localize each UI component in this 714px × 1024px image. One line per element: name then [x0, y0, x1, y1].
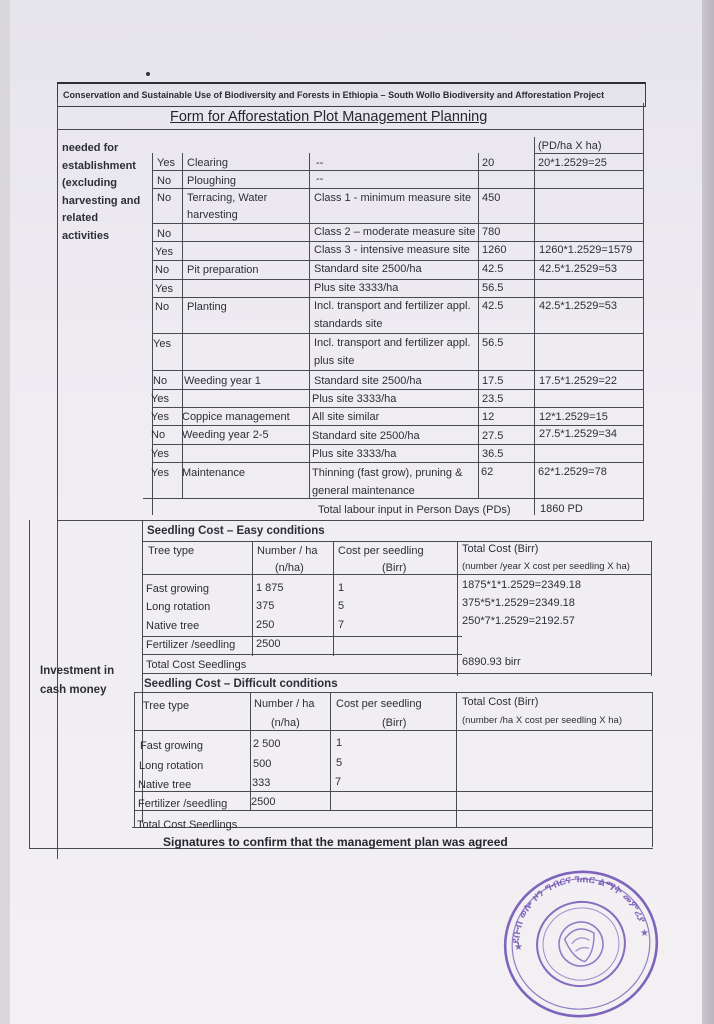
labour-yn: Yes	[155, 246, 173, 258]
total-col-header: (PD/ha X ha)	[538, 140, 602, 152]
labour-site: Plus site 3333/ha	[314, 282, 399, 294]
labour-activity: Pit preparation	[187, 264, 259, 276]
easy-tree-type: Native tree	[146, 620, 200, 632]
page-edge-shadow	[702, 0, 714, 1024]
labour-site-cont: standards site	[314, 318, 383, 330]
easy-col-number-unit: (n/ha)	[275, 562, 304, 574]
rule	[534, 153, 643, 154]
official-stamp	[496, 864, 666, 1024]
easy-total-value: 6890.93 birr	[462, 656, 521, 668]
labour-total: 17.5*1.2529=22	[539, 375, 617, 387]
difficult-total-label: Total Cost Seedlings	[137, 819, 238, 831]
rule	[29, 520, 30, 849]
easy-cost: 7	[338, 619, 345, 631]
rule	[333, 541, 334, 656]
title-rule	[57, 129, 644, 130]
easy-col-total-formula: (number /year X cost per seedling X ha)	[462, 561, 630, 572]
labour-total: 62*1.2529=78	[538, 466, 607, 478]
rule	[152, 407, 643, 408]
left-label-line: related	[62, 212, 99, 225]
rule	[152, 279, 643, 280]
labour-value: 20	[482, 157, 495, 169]
svg-text:ደቡብ ወሎ ዞን ግብርና ገጠር ልማት መምሪያ	[510, 873, 648, 945]
investment-left-label	[40, 662, 114, 700]
labour-site: Standard site 2500/ha	[314, 263, 422, 275]
rule	[456, 692, 457, 827]
labour-yn: Yes	[157, 157, 175, 169]
rule	[152, 333, 643, 334]
rule	[152, 260, 643, 261]
labour-col-right	[643, 137, 644, 521]
stamp-text: ደቡብ ወሎ ዞን ግብርና ገጠር ልማት መምሪያ	[509, 872, 648, 945]
labour-total: 42.5*1.2529=53	[539, 300, 617, 312]
labour-site: Class 2 – moderate measure site	[314, 226, 476, 238]
rule	[152, 223, 643, 224]
rule	[57, 520, 644, 521]
difficult-tree-type: Fertilizer /seedling	[138, 798, 228, 810]
rule	[651, 541, 652, 676]
labour-activity: Terracing, Water	[187, 192, 268, 204]
difficult-col-tree: Tree type	[143, 700, 190, 712]
rule	[152, 170, 643, 171]
labour-site: Plus site 3333/ha	[312, 393, 397, 405]
labour-activity: Coppice management	[182, 411, 290, 423]
difficult-number: 333	[252, 777, 271, 789]
rule	[152, 188, 643, 189]
left-label-line: cash money	[40, 684, 107, 696]
left-label-line: (excluding	[62, 177, 118, 190]
easy-tree-type: Fast growing	[146, 583, 209, 595]
labour-activity: Clearing	[187, 157, 228, 169]
easy-title: Seedling Cost – Easy conditions	[147, 525, 325, 537]
labour-site: --	[316, 173, 324, 185]
left-label-line: needed for	[62, 142, 119, 154]
labour-site: Incl. transport and fertilizer appl.	[314, 300, 471, 312]
labour-col-value	[478, 153, 479, 498]
rule	[152, 241, 643, 242]
difficult-cost: 7	[335, 776, 342, 788]
rule	[652, 692, 653, 847]
labour-yn: Yes	[153, 338, 171, 350]
labour-value: 62	[481, 466, 494, 478]
left-label-line: activities	[62, 229, 110, 242]
rule	[135, 692, 652, 693]
labour-value: 42.5	[482, 300, 504, 312]
rule	[142, 636, 462, 637]
easy-total: 250*7*1.2529=2192.57	[462, 615, 575, 627]
labour-col-site	[309, 153, 310, 498]
rule	[250, 692, 251, 810]
labour-value: 23.5	[482, 393, 504, 405]
rule	[134, 692, 135, 827]
easy-tree-type: Long rotation	[146, 601, 211, 613]
labour-value: 12	[482, 411, 495, 423]
difficult-col-total: Total Cost (Birr)	[462, 696, 539, 708]
easy-total: 375*5*1.2529=2349.18	[462, 597, 575, 609]
easy-number: 375	[256, 600, 275, 612]
labour-activity: Weeding year 1	[184, 375, 261, 387]
labour-yn: No	[157, 192, 172, 204]
rule	[142, 673, 651, 674]
difficult-col-number: Number / ha	[254, 698, 315, 710]
labour-total-value: 1860 PD	[540, 503, 583, 515]
labour-yn: Yes	[155, 283, 173, 295]
easy-col-tree: Tree type	[148, 545, 195, 557]
labour-site: All site similar	[312, 411, 380, 423]
easy-tree-type: Fertilizer /seedling	[146, 639, 236, 651]
easy-number: 250	[256, 619, 275, 631]
labour-site-cont: plus site	[314, 355, 355, 367]
rule	[152, 297, 643, 298]
labour-value: 42.5	[482, 263, 504, 275]
labour-yn: Yes	[151, 448, 169, 460]
labour-total: 12*1.2529=15	[539, 411, 608, 423]
easy-total-label: Total Cost Seedlings	[146, 659, 247, 671]
labour-yn: Yes	[151, 411, 169, 423]
rule	[143, 498, 643, 499]
labour-yn: No	[157, 228, 172, 240]
difficult-title: Seedling Cost – Difficult conditions	[144, 678, 338, 690]
project-header: Conservation and Sustainable Use of Biodiversity and Forests in Ethiopia – South Wollo Biodiversity and Afforestation Project	[63, 90, 605, 100]
rule	[135, 730, 652, 731]
labour-site-cont: general maintenance	[312, 485, 415, 497]
difficult-number: 500	[253, 758, 272, 770]
labour-activity: Planting	[187, 301, 227, 313]
rule	[142, 654, 462, 655]
rule	[152, 425, 643, 426]
labour-site: Standard site 2500/ha	[314, 375, 422, 387]
stamp-star-icon: ★	[640, 928, 649, 939]
rule	[135, 791, 652, 792]
labour-site: --	[316, 157, 324, 169]
difficult-col-total-formula: (number /ha X cost per seedling X ha)	[462, 715, 623, 726]
labour-site: Standard site 2500/ha	[312, 430, 420, 442]
labour-value: 1260	[482, 244, 507, 256]
easy-number: 2500	[256, 638, 281, 650]
rule	[152, 370, 643, 371]
easy-col-number: Number / ha	[257, 545, 318, 557]
labour-yn: Yes	[151, 393, 169, 405]
easy-col-cost: Cost per seedling	[338, 545, 424, 557]
difficult-tree-type: Fast growing	[140, 740, 203, 752]
labour-site: Class 3 - intensive measure site	[314, 244, 470, 256]
rule	[330, 692, 331, 810]
labour-value: 780	[482, 226, 501, 238]
labour-col-total	[534, 137, 535, 515]
labour-value: 36.5	[482, 448, 504, 460]
labour-total: 27.5*1.2529=34	[539, 428, 617, 440]
labour-activity: Maintenance	[182, 467, 245, 479]
labour-yn: No	[155, 264, 170, 276]
labour-value: 56.5	[482, 337, 504, 349]
labour-activity: Ploughing	[187, 175, 236, 187]
easy-col-cost-unit: (Birr)	[382, 562, 407, 574]
rule	[142, 541, 651, 542]
difficult-col-cost-unit: (Birr)	[382, 717, 407, 729]
difficult-tree-type: Long rotation	[139, 760, 204, 772]
labour-yn: No	[155, 301, 170, 313]
form-border-left	[57, 103, 58, 859]
difficult-tree-type: Native tree	[138, 779, 192, 791]
total-col-header-value: 20*1.2529=25	[538, 157, 607, 169]
labour-left-label	[62, 140, 140, 246]
labour-yn: Yes	[151, 467, 169, 479]
labour-value: 17.5	[482, 375, 504, 387]
difficult-number: 2500	[251, 796, 276, 808]
easy-number: 1 875	[256, 582, 284, 594]
left-label-line: establishment	[62, 159, 136, 172]
easy-cost: 1	[338, 582, 345, 594]
difficult-col-number-unit: (n/ha)	[271, 717, 300, 729]
labour-site: Plus site 3333/ha	[312, 448, 397, 460]
left-label-line: harvesting and	[62, 194, 141, 207]
labour-value: 27.5	[482, 430, 504, 442]
labour-activity-cont: harvesting	[187, 209, 238, 221]
difficult-col-cost: Cost per seedling	[336, 698, 422, 710]
ink-dot	[146, 72, 150, 76]
labour-yn: No	[153, 375, 168, 387]
stamp-star-icon: ★	[514, 942, 523, 953]
easy-col-total: Total Cost (Birr)	[462, 543, 539, 555]
labour-yn: No	[151, 429, 166, 441]
labour-site: Class 1 - minimum measure site	[314, 192, 472, 204]
difficult-cost: 1	[336, 737, 343, 749]
seedling-col-left	[142, 520, 143, 823]
difficult-cost: 5	[336, 757, 343, 769]
rule	[152, 389, 643, 390]
labour-site: Incl. transport and fertilizer appl.	[314, 337, 471, 349]
rule	[457, 541, 458, 676]
form-title: Form for Afforestation Plot Management Planning	[170, 109, 488, 125]
easy-total: 1875*1*1.2529=2349.18	[462, 579, 581, 591]
rule	[152, 444, 643, 445]
left-label-line: Investment in	[40, 665, 115, 677]
labour-total-label: Total labour input in Person Days (PDs)	[318, 504, 511, 516]
labour-col-activity	[182, 153, 183, 498]
labour-total: 42.5*1.2529=53	[539, 263, 617, 275]
labour-yn: No	[157, 175, 172, 187]
rule	[252, 541, 253, 656]
labour-total: 1260*1.2529=1579	[539, 244, 633, 256]
labour-value: 56.5	[482, 282, 504, 294]
rule	[152, 462, 643, 463]
labour-activity: Weeding year 2-5	[182, 429, 269, 441]
difficult-number: 2 500	[253, 738, 281, 750]
labour-value: 450	[482, 192, 501, 204]
labour-site: Thinning (fast grow), pruning &	[312, 467, 463, 479]
signature-line: Signatures to confirm that the management plan was agreed	[163, 835, 508, 849]
easy-cost: 5	[338, 600, 345, 612]
